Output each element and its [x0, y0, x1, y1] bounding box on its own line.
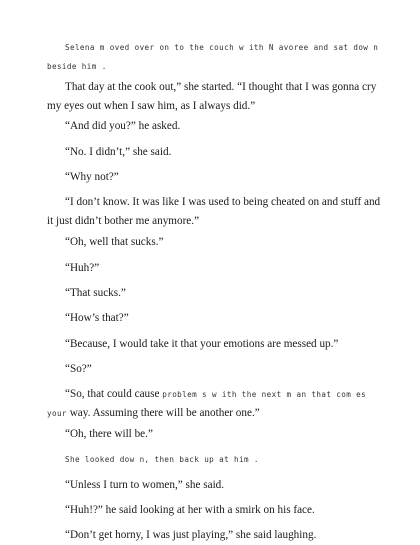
paragraph-14: [47, 425, 385, 444]
paragraph-7: [47, 233, 385, 252]
paragraph-13-text-c: way. Assuming there will be another one.”: [66, 407, 260, 419]
paragraph-15-text: She looked dow n, then back up at him .: [65, 455, 259, 464]
paragraph-17: [47, 501, 385, 520]
paragraph-17-text: “Huh!?” he said looking at her with a smirk on his face.: [65, 504, 315, 516]
paragraph-14-text: “Oh, there will be.”: [65, 428, 153, 440]
paragraph-7-text: “Oh, well that sucks.”: [65, 236, 164, 248]
paragraph-5: [47, 168, 385, 187]
paragraph-2: [47, 78, 385, 116]
paragraph-9-text: “That sucks.”: [65, 287, 126, 299]
paragraph-8-text: “Huh?”: [65, 262, 100, 274]
paragraph-16: [47, 476, 385, 495]
paragraph-10: [47, 309, 385, 328]
paragraph-13-text-a: “So, that could cause: [65, 388, 163, 400]
paragraph-8: [47, 259, 385, 278]
paragraph-3: [47, 117, 385, 136]
paragraph-15: [47, 450, 385, 469]
paragraph-12: [47, 360, 385, 379]
paragraph-18-text: “Don’t get horny, I was just playing,” she said laughing.: [65, 529, 317, 541]
paragraph-13: [47, 385, 385, 423]
paragraph-5-text: “Why not?”: [65, 171, 119, 183]
paragraph-4-text: “No. I didn’t,” she said.: [65, 146, 172, 158]
paragraph-3-text: “And did you?” he asked.: [65, 120, 181, 132]
paragraph-1-text: Selena m oved over on to the couch w ith N avoree and sat dow n beside him .: [47, 43, 379, 71]
paragraph-4: [47, 143, 385, 162]
paragraph-18: [47, 526, 385, 545]
paragraph-10-text: “How’s that?”: [65, 312, 129, 324]
paragraph-11-text: “Because, I would take it that your emotions are messed up.”: [65, 338, 339, 350]
paragraph-9: [47, 284, 385, 303]
paragraph-11: [47, 335, 385, 354]
paragraph-12-text: “So?”: [65, 363, 92, 375]
paragraph-16-text: “Unless I turn to women,” she said.: [65, 479, 225, 491]
paragraph-2-text: That day at the cook out,” she started. “I thought that I was gonna cry my eyes out when I saw him, as I always did.”: [47, 81, 377, 112]
paragraph-6-text: “I don’t know. It was like I was used to being cheated on and stuff and it just didn’t bother me anymore.”: [47, 196, 381, 227]
paragraph-13-text-b: problem s w ith the next m an that com es your: [47, 390, 367, 418]
paragraph-6: [47, 193, 385, 231]
paragraph-1: [47, 38, 385, 76]
